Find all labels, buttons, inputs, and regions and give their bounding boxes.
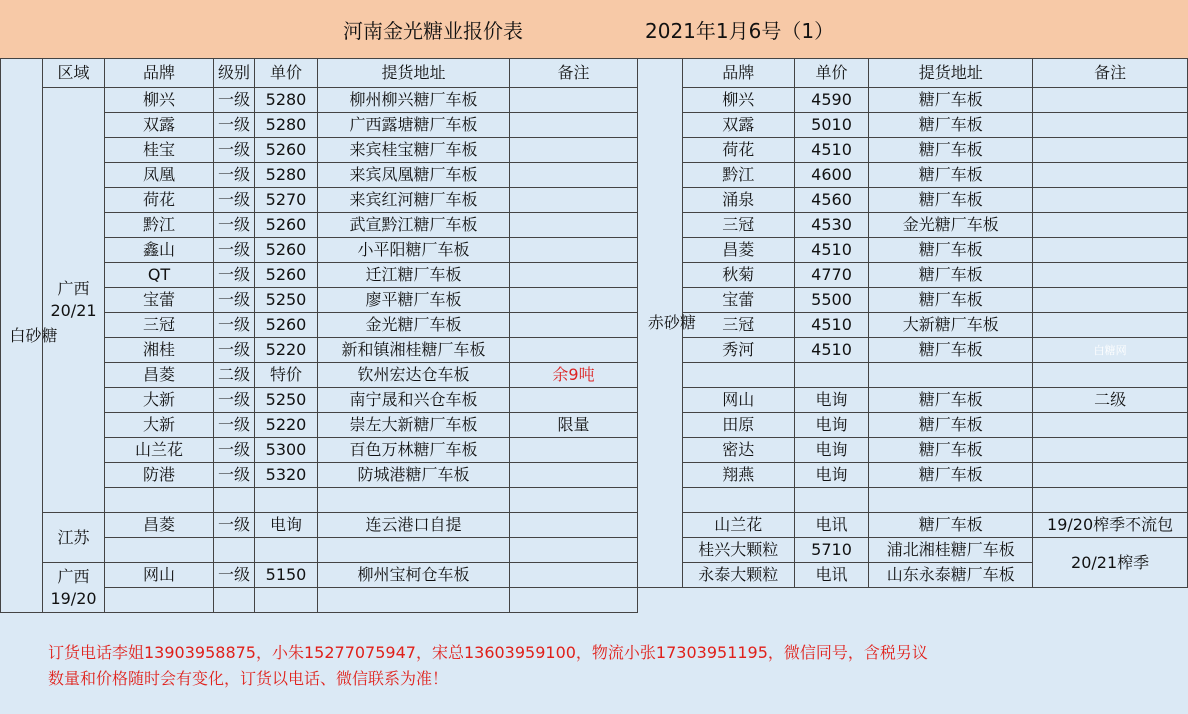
table-row — [638, 413, 1188, 438]
grade-cell: 一级 — [214, 163, 255, 188]
grade-cell: 一级 — [214, 438, 255, 463]
table-row — [1, 513, 638, 538]
price-cell: 5500 — [794, 288, 869, 313]
price-cell: 4510 — [794, 138, 869, 163]
note-cell — [510, 538, 638, 563]
region-cell — [43, 563, 105, 613]
grade-cell: 一级 — [214, 213, 255, 238]
note-cell — [1033, 188, 1188, 213]
brand-cell: 大新 — [105, 388, 214, 413]
pickup-cell: 糖厂车板 — [869, 163, 1033, 188]
note-cell — [1033, 463, 1188, 488]
brand-cell: 双露 — [682, 113, 794, 138]
note-cell: 限量 — [510, 413, 638, 438]
pickup-cell: 糖厂车板 — [869, 463, 1033, 488]
pickup-cell — [318, 538, 510, 563]
brand-cell: 宝蕾 — [105, 288, 214, 313]
grade-cell — [214, 488, 255, 513]
table-row — [1, 88, 638, 113]
price-cell: 特价 — [255, 363, 318, 388]
brand-cell: 三冠 — [682, 213, 794, 238]
brand-cell: 山兰花 — [105, 438, 214, 463]
raw-sugar-category — [638, 59, 696, 588]
pickup-cell: 防城港糖厂车板 — [318, 463, 510, 488]
white-sugar-category — [1, 59, 58, 613]
note-cell — [1033, 138, 1188, 163]
grade-cell: 一级 — [214, 288, 255, 313]
price-cell — [255, 488, 318, 513]
price-cell: 电讯 — [794, 563, 869, 588]
table-row — [638, 363, 1188, 388]
price-cell: 5280 — [255, 88, 318, 113]
pickup-cell: 柳州宝柯仓车板 — [318, 563, 510, 588]
brand-cell: 三冠 — [105, 313, 214, 338]
note-cell — [1033, 413, 1188, 438]
header-price: 单价 — [255, 59, 318, 88]
pickup-cell: 柳州柳兴糖厂车板 — [318, 88, 510, 113]
pickup-cell: 来宾桂宝糖厂车板 — [318, 138, 510, 163]
region-label: 江苏 — [57, 527, 90, 547]
brand-cell: 黔江 — [105, 213, 214, 238]
note-cell — [1033, 338, 1188, 363]
table-row — [638, 313, 1188, 338]
price-cell — [794, 363, 869, 388]
pickup-cell: 糖厂车板 — [869, 188, 1033, 213]
note-cell — [510, 113, 638, 138]
note-cell — [510, 263, 638, 288]
watermark: 白糖网 — [1093, 344, 1127, 357]
table-row — [638, 188, 1188, 213]
raw-sugar-table — [637, 58, 1188, 588]
note-cell — [1033, 238, 1188, 263]
price-cell: 5220 — [255, 338, 318, 363]
pickup-cell: 糖厂车板 — [869, 113, 1033, 138]
table-row — [638, 213, 1188, 238]
price-cell — [794, 488, 869, 513]
price-cell: 4590 — [794, 88, 869, 113]
brand-cell: 柳兴 — [682, 88, 794, 113]
price-cell: 电讯 — [794, 513, 869, 538]
price-cell: 5260 — [255, 138, 318, 163]
note-cell — [510, 463, 638, 488]
brand-cell: 永泰大颗粒 — [682, 563, 794, 588]
note-cell — [510, 313, 638, 338]
grade-cell: 一级 — [214, 463, 255, 488]
brand-cell: 网山 — [682, 388, 794, 413]
price-cell: 4600 — [794, 163, 869, 188]
pickup-cell: 广西露塘糖厂车板 — [318, 113, 510, 138]
title-bar — [0, 0, 1188, 59]
price-cell: 5220 — [255, 413, 318, 438]
note-cell — [510, 138, 638, 163]
grade-cell: 二级 — [214, 363, 255, 388]
price-cell — [255, 588, 318, 613]
page-title: 河南金光糖业报价表 — [343, 19, 523, 43]
brand-cell — [682, 363, 794, 388]
quote-date: 2021年1月6号（1） — [645, 19, 835, 43]
price-cell: 4510 — [794, 238, 869, 263]
pickup-cell — [869, 488, 1033, 513]
grade-cell: 一级 — [214, 313, 255, 338]
table-row — [638, 138, 1188, 163]
note-cell — [1033, 313, 1188, 338]
note-cell — [510, 188, 638, 213]
grade-cell: 一级 — [214, 388, 255, 413]
region-cell — [43, 88, 105, 513]
raw-sugar-label: 赤砂糖 — [647, 313, 696, 332]
brand-cell: 昌菱 — [682, 238, 794, 263]
brand-cell: 大新 — [105, 413, 214, 438]
pickup-cell: 糖厂车板 — [869, 88, 1033, 113]
brand-cell: 秀河 — [682, 338, 794, 363]
table-row — [638, 488, 1188, 513]
note-cell — [1033, 213, 1188, 238]
pickup-cell: 廖平糖厂车板 — [318, 288, 510, 313]
note-cell — [510, 513, 638, 538]
header-region: 区域 — [43, 59, 105, 88]
table-row — [638, 438, 1188, 463]
note-cell — [1033, 263, 1188, 288]
pickup-cell: 山东永泰糖厂车板 — [869, 563, 1033, 588]
header-brand: 品牌 — [682, 59, 794, 88]
brand-cell — [105, 538, 214, 563]
brand-cell: 田原 — [682, 413, 794, 438]
note-cell: 二级 — [1033, 388, 1188, 413]
table-row — [638, 538, 1188, 563]
header-note: 备注 — [510, 59, 638, 88]
grade-cell: 一级 — [214, 188, 255, 213]
pickup-cell: 崇左大新糖厂车板 — [318, 413, 510, 438]
region-label: 广西19/20 — [50, 566, 97, 608]
table-row — [638, 238, 1188, 263]
grade-cell: 一级 — [214, 563, 255, 588]
brand-cell: 桂兴大颗粒 — [682, 538, 794, 563]
brand-cell: 荷花 — [105, 188, 214, 213]
header-note: 备注 — [1033, 59, 1188, 88]
note-cell — [510, 588, 638, 613]
price-cell: 5150 — [255, 563, 318, 588]
note-cell — [510, 213, 638, 238]
brand-cell: 昌菱 — [105, 513, 214, 538]
grade-cell: 一级 — [214, 513, 255, 538]
header-pickup: 提货地址 — [869, 59, 1033, 88]
grade-cell — [214, 588, 255, 613]
pickup-cell: 南宁晟和兴仓车板 — [318, 388, 510, 413]
pickup-cell — [318, 488, 510, 513]
note-cell — [1033, 488, 1188, 513]
price-cell: 4530 — [794, 213, 869, 238]
brand-cell: 湘桂 — [105, 338, 214, 363]
grade-cell: 一级 — [214, 138, 255, 163]
region-cell — [43, 513, 105, 563]
note-cell — [1033, 163, 1188, 188]
price-cell: 5270 — [255, 188, 318, 213]
header-grade: 级别 — [214, 59, 255, 88]
brand-cell: 鑫山 — [105, 238, 214, 263]
grade-cell: 一级 — [214, 238, 255, 263]
table-row — [638, 113, 1188, 138]
pickup-cell: 来宾凤凰糖厂车板 — [318, 163, 510, 188]
pickup-cell — [318, 588, 510, 613]
brand-cell — [105, 588, 214, 613]
brand-cell: 密达 — [682, 438, 794, 463]
note-cell: 余9吨 — [510, 363, 638, 388]
brand-cell: 防港 — [105, 463, 214, 488]
footer — [48, 640, 928, 692]
brand-cell: 昌菱 — [105, 363, 214, 388]
price-cell: 5010 — [794, 113, 869, 138]
brand-cell: 山兰花 — [682, 513, 794, 538]
pickup-cell: 浦北湘桂糖厂车板 — [869, 538, 1033, 563]
pickup-cell: 糖厂车板 — [869, 263, 1033, 288]
price-cell: 电询 — [794, 438, 869, 463]
brand-cell: 黔江 — [682, 163, 794, 188]
note-cell: 20/21榨季 — [1033, 538, 1188, 588]
header-pickup: 提货地址 — [318, 59, 510, 88]
table-row — [638, 288, 1188, 313]
note-cell — [510, 338, 638, 363]
price-cell — [255, 538, 318, 563]
contact-line: 订货电话李姐13903958875，小朱15277075947，宋总13603959100，物流小张17303951195，微信同号，含税另议 — [48, 643, 928, 662]
grade-cell: 一级 — [214, 413, 255, 438]
brand-cell: 网山 — [105, 563, 214, 588]
brand-cell — [105, 488, 214, 513]
pickup-cell: 新和镇湘桂糖厂车板 — [318, 338, 510, 363]
pickup-cell: 来宾红河糖厂车板 — [318, 188, 510, 213]
table-row — [638, 388, 1188, 413]
pickup-cell: 糖厂车板 — [869, 413, 1033, 438]
price-cell: 5280 — [255, 163, 318, 188]
price-cell: 5250 — [255, 288, 318, 313]
brand-cell: 秋菊 — [682, 263, 794, 288]
pickup-cell: 糖厂车板 — [869, 288, 1033, 313]
brand-cell: 宝蕾 — [682, 288, 794, 313]
note-cell — [510, 163, 638, 188]
table-row — [638, 163, 1188, 188]
pickup-cell: 大新糖厂车板 — [869, 313, 1033, 338]
note-cell — [510, 238, 638, 263]
table-row — [1, 563, 638, 588]
price-cell: 5710 — [794, 538, 869, 563]
brand-cell: 涌泉 — [682, 188, 794, 213]
price-cell: 5260 — [255, 263, 318, 288]
price-cell: 5320 — [255, 463, 318, 488]
pickup-cell: 连云港口自提 — [318, 513, 510, 538]
price-cell: 5280 — [255, 113, 318, 138]
brand-cell: 桂宝 — [105, 138, 214, 163]
pickup-cell: 小平阳糖厂车板 — [318, 238, 510, 263]
price-cell: 4510 — [794, 338, 869, 363]
pickup-cell: 迁江糖厂车板 — [318, 263, 510, 288]
brand-cell — [682, 488, 794, 513]
pickup-cell: 钦州宏达仓车板 — [318, 363, 510, 388]
note-cell — [510, 88, 638, 113]
price-cell: 5250 — [255, 388, 318, 413]
brand-cell: 翔燕 — [682, 463, 794, 488]
price-cell: 4770 — [794, 263, 869, 288]
white-sugar-table — [0, 58, 638, 613]
note-cell: 19/20榨季不流包 — [1033, 513, 1188, 538]
pickup-cell: 武宣黔江糖厂车板 — [318, 213, 510, 238]
note-cell — [510, 488, 638, 513]
grade-cell: 一级 — [214, 88, 255, 113]
region-label: 广西20/21 — [50, 279, 97, 320]
disclaimer-line: 数量和价格随时会有变化，订货以电话、微信联系为准！ — [48, 669, 449, 688]
pickup-cell: 金光糖厂车板 — [318, 313, 510, 338]
brand-cell: QT — [105, 263, 214, 288]
note-cell — [1033, 438, 1188, 463]
pickup-cell: 百色万林糖厂车板 — [318, 438, 510, 463]
price-cell: 电询 — [794, 388, 869, 413]
price-cell: 5260 — [255, 238, 318, 263]
price-cell: 5300 — [255, 438, 318, 463]
table-row — [638, 88, 1188, 113]
note-cell — [510, 563, 638, 588]
header-price: 单价 — [794, 59, 869, 88]
grade-cell — [214, 538, 255, 563]
price-cell: 4560 — [794, 188, 869, 213]
price-cell: 电询 — [794, 463, 869, 488]
table-row — [638, 338, 1188, 363]
pickup-cell: 糖厂车板 — [869, 138, 1033, 163]
note-cell — [510, 288, 638, 313]
header-brand: 品牌 — [105, 59, 214, 88]
pickup-cell: 糖厂车板 — [869, 238, 1033, 263]
pickup-cell: 金光糖厂车板 — [869, 213, 1033, 238]
pickup-cell — [869, 363, 1033, 388]
note-cell — [1033, 88, 1188, 113]
pickup-cell: 糖厂车板 — [869, 513, 1033, 538]
note-cell — [1033, 363, 1188, 388]
pickup-cell: 糖厂车板 — [869, 438, 1033, 463]
price-cell: 4510 — [794, 313, 869, 338]
grade-cell: 一级 — [214, 113, 255, 138]
grade-cell: 一级 — [214, 263, 255, 288]
price-cell: 电询 — [255, 513, 318, 538]
table-row — [638, 463, 1188, 488]
grade-cell: 一级 — [214, 338, 255, 363]
brand-cell: 三冠 — [682, 313, 794, 338]
pickup-cell: 糖厂车板 — [869, 388, 1033, 413]
white-sugar-label: 白砂糖 — [9, 325, 58, 345]
pickup-cell: 糖厂车板 — [869, 338, 1033, 363]
brand-cell: 凤凰 — [105, 163, 214, 188]
price-cell: 5260 — [255, 213, 318, 238]
brand-cell: 柳兴 — [105, 88, 214, 113]
price-cell: 电询 — [794, 413, 869, 438]
brand-cell: 双露 — [105, 113, 214, 138]
note-cell — [510, 388, 638, 413]
price-cell: 5260 — [255, 313, 318, 338]
note-cell — [510, 438, 638, 463]
note-cell — [1033, 113, 1188, 138]
brand-cell: 荷花 — [682, 138, 794, 163]
note-cell — [1033, 288, 1188, 313]
table-row — [638, 263, 1188, 288]
